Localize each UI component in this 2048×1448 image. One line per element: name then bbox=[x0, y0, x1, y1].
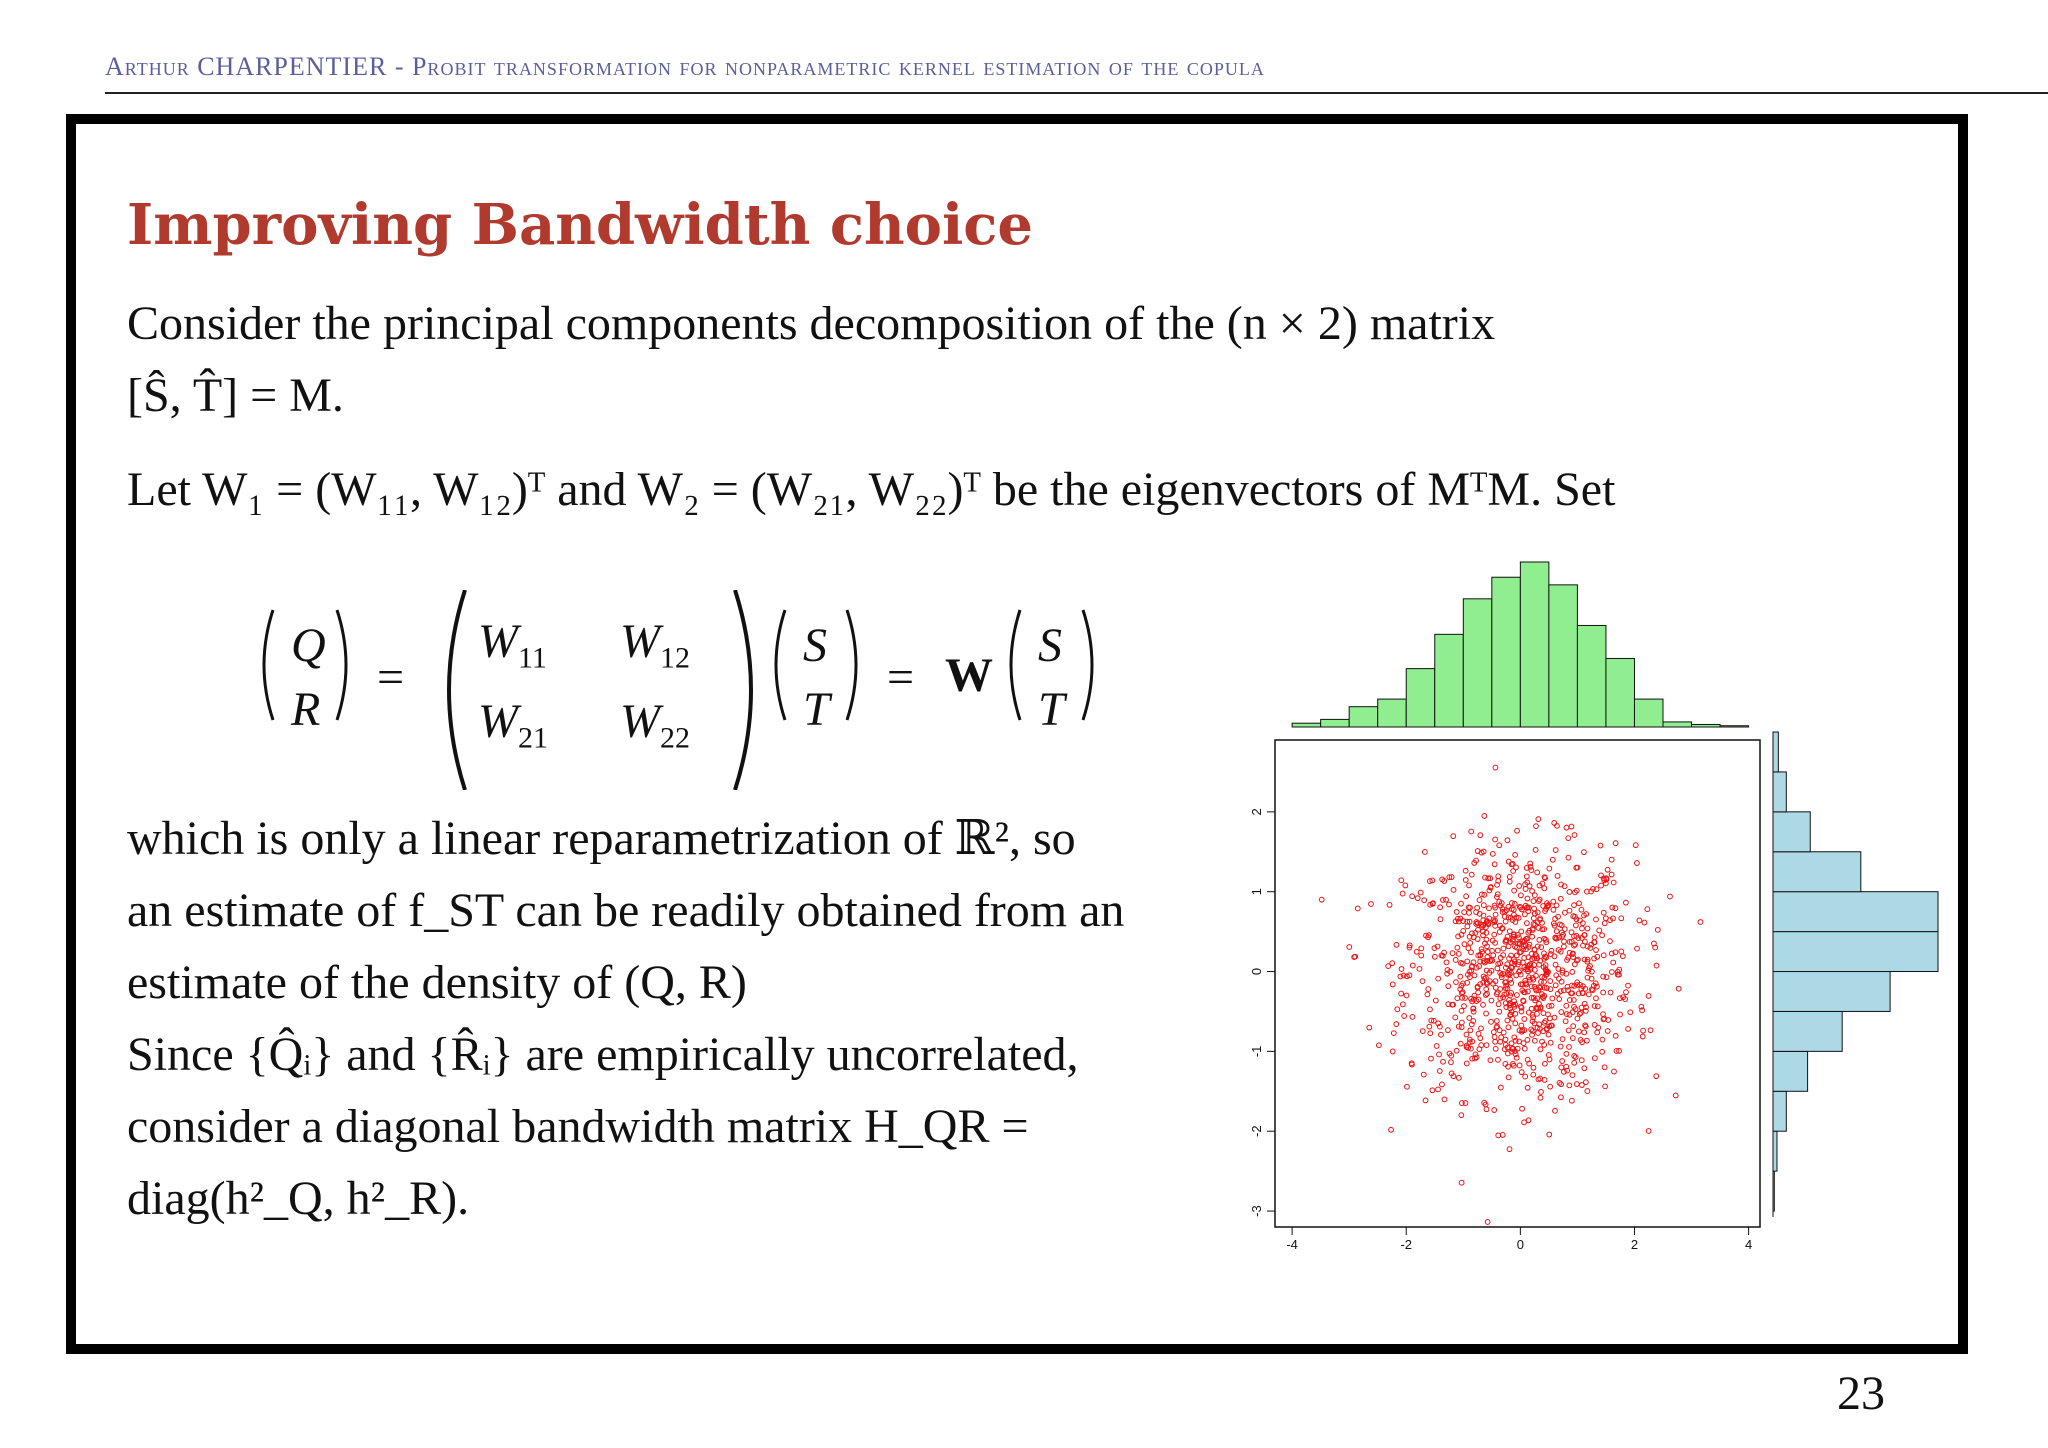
y-tick-label: 0 bbox=[1249, 967, 1264, 976]
hist-top-bar bbox=[1378, 699, 1407, 727]
header-text: Arthur CHARPENTIER - Probit transformation for nonparametric kernel estimation of the copula bbox=[105, 52, 1265, 81]
hist-right-bar bbox=[1773, 1051, 1808, 1091]
hist-top-bar bbox=[1292, 723, 1321, 727]
hist-top-bar bbox=[1692, 724, 1721, 727]
text-para2-line-4: Since {Q̂ᵢ} and {R̂ᵢ} are empirically uncorrelated, bbox=[127, 1028, 1079, 1081]
hist-right-bar bbox=[1773, 852, 1861, 892]
eq-equals-2: = bbox=[887, 651, 915, 704]
hist-top-bar bbox=[1435, 634, 1464, 727]
eq-w21: $W_{21}$ bbox=[478, 695, 548, 755]
hist-right-bar bbox=[1773, 892, 1938, 932]
hist-top-bar bbox=[1321, 719, 1350, 727]
y-tick-label: -1 bbox=[1249, 1045, 1264, 1058]
hist-right-bar bbox=[1773, 812, 1810, 852]
text-para2-line-6: diag(h²_Q, h²_R). bbox=[127, 1172, 470, 1225]
hist-right-bar bbox=[1773, 1091, 1786, 1131]
text-para2-line-1: which is only a linear reparametrization of ℝ², so bbox=[127, 812, 1076, 865]
hist-right-bar bbox=[1773, 1011, 1842, 1051]
y-tick-label: -3 bbox=[1249, 1205, 1264, 1217]
hist-top-bar bbox=[1577, 625, 1606, 727]
eq-equals-1: = bbox=[377, 651, 405, 704]
header-rule bbox=[105, 92, 2048, 94]
text-line-2: [Ŝ, T̂] = M. bbox=[127, 369, 344, 422]
scatter-figure bbox=[1240, 555, 1960, 1275]
eq-q: Q bbox=[291, 619, 326, 672]
hist-right-bar bbox=[1773, 972, 1890, 1012]
hist-top-bar bbox=[1720, 726, 1749, 727]
hist-right-bar bbox=[1773, 1131, 1777, 1171]
x-tick-label: 2 bbox=[1630, 1237, 1639, 1252]
eq-w11: $W_{11}$ bbox=[478, 615, 547, 675]
y-tick-label: -2 bbox=[1249, 1125, 1264, 1137]
hist-top-bar bbox=[1663, 722, 1692, 727]
x-tick-label: -4 bbox=[1286, 1237, 1298, 1252]
slide-title: Improving Bandwidth choice bbox=[127, 192, 1034, 258]
x-tick-label: 4 bbox=[1744, 1237, 1753, 1252]
text-para2-line-2: an estimate of f_ST can be readily obtained from an bbox=[127, 884, 1125, 937]
scatter-svg bbox=[1240, 555, 1960, 1275]
hist-right-bar bbox=[1773, 732, 1778, 772]
eq-r: R bbox=[291, 683, 321, 736]
y-tick-label: 1 bbox=[1249, 888, 1264, 896]
eq-w22: $W_{22}$ bbox=[620, 695, 690, 755]
text-para2-line-3: estimate of the density of (Q, R) bbox=[127, 956, 747, 1009]
matrix-equation bbox=[255, 590, 1115, 790]
text-line-1: Consider the principal components decomposition of the (n × 2) matrix bbox=[127, 297, 1496, 350]
eq-w12: $W_{12}$ bbox=[620, 615, 690, 675]
hist-top-bar bbox=[1549, 585, 1578, 727]
x-tick-label: 0 bbox=[1516, 1237, 1524, 1252]
hist-right-bar bbox=[1773, 932, 1938, 972]
eq-bold-w: W bbox=[945, 649, 993, 702]
y-tick-label: 2 bbox=[1249, 808, 1264, 816]
eq-t-1: T bbox=[803, 683, 830, 736]
hist-top-bar bbox=[1606, 658, 1635, 727]
eq-t-2: T bbox=[1038, 683, 1065, 736]
hist-top-bar bbox=[1349, 707, 1378, 727]
hist-top-bar bbox=[1406, 669, 1435, 727]
hist-top-bar bbox=[1492, 577, 1521, 727]
eq-s-2: S bbox=[1038, 619, 1062, 672]
plot-box bbox=[1275, 740, 1760, 1227]
hist-right-bar bbox=[1773, 772, 1786, 812]
hist-top-bar bbox=[1463, 599, 1492, 727]
eq-s-1: S bbox=[803, 619, 827, 672]
text-line-3: Let W₁ = (W₁₁, W₁₂)ᵀ and W₂ = (W₂₁, W₂₂)ᵀ be the eigenvectors of MᵀM. Set bbox=[127, 463, 1616, 516]
hist-top-bar bbox=[1634, 699, 1663, 727]
x-tick-label: -2 bbox=[1400, 1237, 1413, 1252]
hist-top-bar bbox=[1520, 562, 1549, 727]
page-number: 23 bbox=[1837, 1367, 1885, 1420]
text-para2-line-5: consider a diagonal bandwidth matrix H_QR = bbox=[127, 1100, 1029, 1153]
